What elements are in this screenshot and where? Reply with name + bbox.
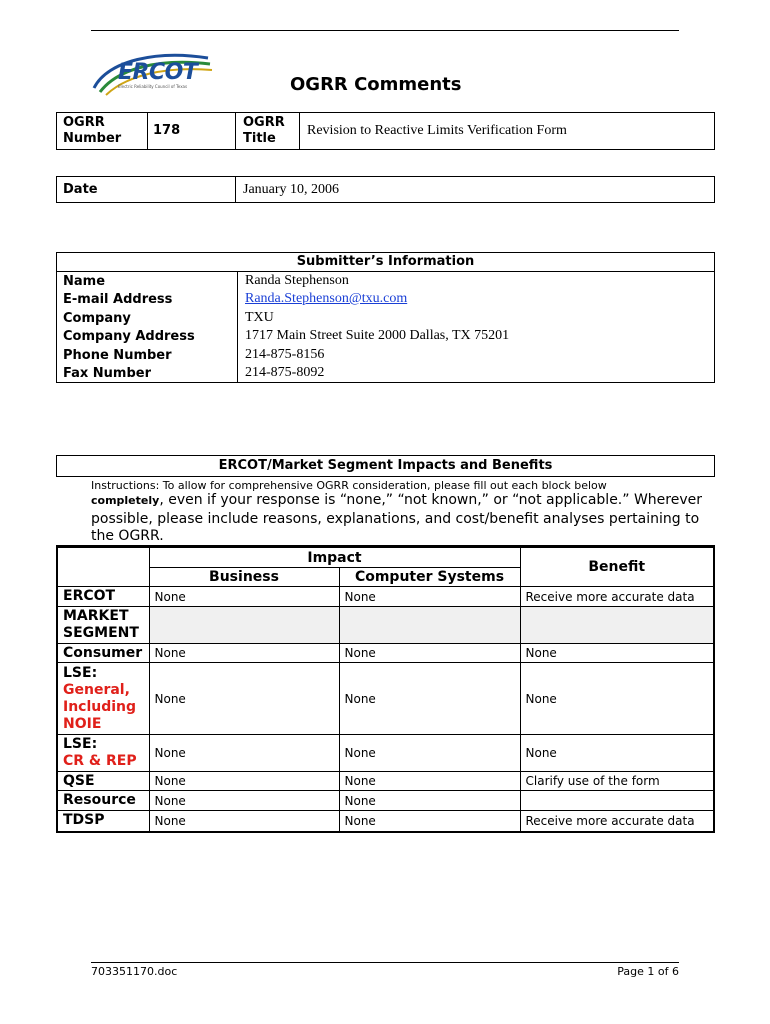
phone-value: 214-875-8156 (245, 347, 325, 362)
company-address-label: Company Address (63, 329, 195, 344)
table-row (58, 811, 713, 831)
table-row (58, 663, 713, 735)
impacts-heading: ERCOT/Market Segment Impacts and Benefits (218, 458, 553, 473)
instructions-line-4: the OGRR. (91, 528, 164, 544)
row-label-ercot: ERCOT (58, 587, 149, 607)
instructions-bold: completely (91, 494, 160, 507)
table-row (58, 791, 713, 811)
cell-business: None (149, 644, 339, 663)
row-label-market-segment: MARKET SEGMENT (58, 607, 149, 644)
fax-value: 214-875-8092 (245, 365, 325, 380)
footer-page-number: Page 1 of 6 (617, 965, 679, 978)
cell-benefit (520, 791, 713, 811)
row-label-lse-general (58, 663, 149, 735)
date-label: Date (63, 182, 98, 197)
footer-filename: 703351170.doc (91, 965, 178, 978)
submitter-box (56, 252, 715, 383)
name-value: Randa Stephenson (245, 273, 349, 288)
cell-benefit: None (520, 663, 713, 735)
cell-business: None (149, 663, 339, 735)
cell-benefit: Receive more accurate data (520, 587, 713, 607)
cell-business: None (149, 735, 339, 772)
phone-label: Phone Number (63, 348, 172, 363)
lse-label: LSE: (63, 664, 98, 681)
cell-benefit: None (520, 644, 713, 663)
cell-benefit: None (520, 735, 713, 772)
company-label: Company (63, 311, 131, 326)
email-link[interactable]: Randa.Stephenson@txu.com (245, 291, 408, 306)
row-label-tdsp: TDSP (58, 811, 149, 831)
date-value: January 10, 2006 (243, 182, 340, 197)
impacts-table (56, 545, 715, 833)
row-label-resource: Resource (58, 791, 149, 811)
instructions-line-2 (91, 492, 702, 508)
table-row (58, 735, 713, 772)
logo-tagline: Electric Reliability Council of Texas (118, 84, 188, 89)
table-row (58, 644, 713, 663)
ogrr-title-label: OGRR Title (243, 115, 285, 146)
table-row (58, 772, 713, 791)
impact-header: Impact (149, 548, 520, 568)
cell-computer: None (339, 587, 520, 607)
cell-benefit: Clarify use of the form (520, 772, 713, 791)
ogrr-number-value: 178 (153, 123, 181, 138)
ogrr-number-label: OGRR Number (63, 115, 122, 146)
row-label-qse: QSE (58, 772, 149, 791)
benefit-header: Benefit (520, 548, 713, 587)
lse-cr-sublabel: CR & REP (63, 753, 137, 769)
logo-text: ERCOT (118, 60, 198, 85)
cell-computer: None (339, 644, 520, 663)
page-title: OGRR Comments (290, 74, 462, 95)
top-rule (91, 30, 679, 31)
cell-computer: None (339, 811, 520, 831)
company-value: TXU (245, 310, 274, 325)
fax-label: Fax Number (63, 366, 152, 381)
impacts-heading-box (56, 455, 715, 477)
lse-label: LSE: (63, 736, 98, 752)
table-row (58, 607, 713, 644)
date-box (56, 176, 715, 203)
instructions-line-3: possible, please include reasons, explanations, and cost/benefit analyses pertaining to (91, 511, 700, 527)
cell-business: None (149, 791, 339, 811)
instructions-text-2: , even if your response is “none,” “not known,” or “not applicable.” Wherever (159, 492, 703, 508)
business-header: Business (149, 568, 339, 587)
table-row (58, 587, 713, 607)
company-address-value: 1717 Main Street Suite 2000 Dallas, TX 75201 (245, 328, 510, 343)
email-label: E-mail Address (63, 292, 173, 307)
ogrr-title-value: Revision to Reactive Limits Verification Form (307, 123, 567, 138)
cell-business: None (149, 772, 339, 791)
ogrr-info-box (56, 112, 715, 150)
footer-rule (91, 962, 679, 963)
cell-computer: None (339, 772, 520, 791)
name-label: Name (63, 274, 106, 289)
row-label-consumer: Consumer (58, 644, 149, 663)
cell-computer: None (339, 791, 520, 811)
cell-business: None (149, 587, 339, 607)
cell-business: None (149, 811, 339, 831)
row-label-lse-cr (58, 735, 149, 772)
computer-systems-header: Computer Systems (339, 568, 520, 587)
submitter-heading: Submitter’s Information (296, 254, 475, 269)
cell-computer: None (339, 735, 520, 772)
cell-benefit: Receive more accurate data (520, 811, 713, 831)
lse-general-sublabel: General, Including NOIE (63, 681, 137, 732)
cell-computer: None (339, 663, 520, 735)
instructions-line-1: Instructions: To allow for comprehensive OGRR consideration, please fill out each block below (91, 479, 607, 492)
